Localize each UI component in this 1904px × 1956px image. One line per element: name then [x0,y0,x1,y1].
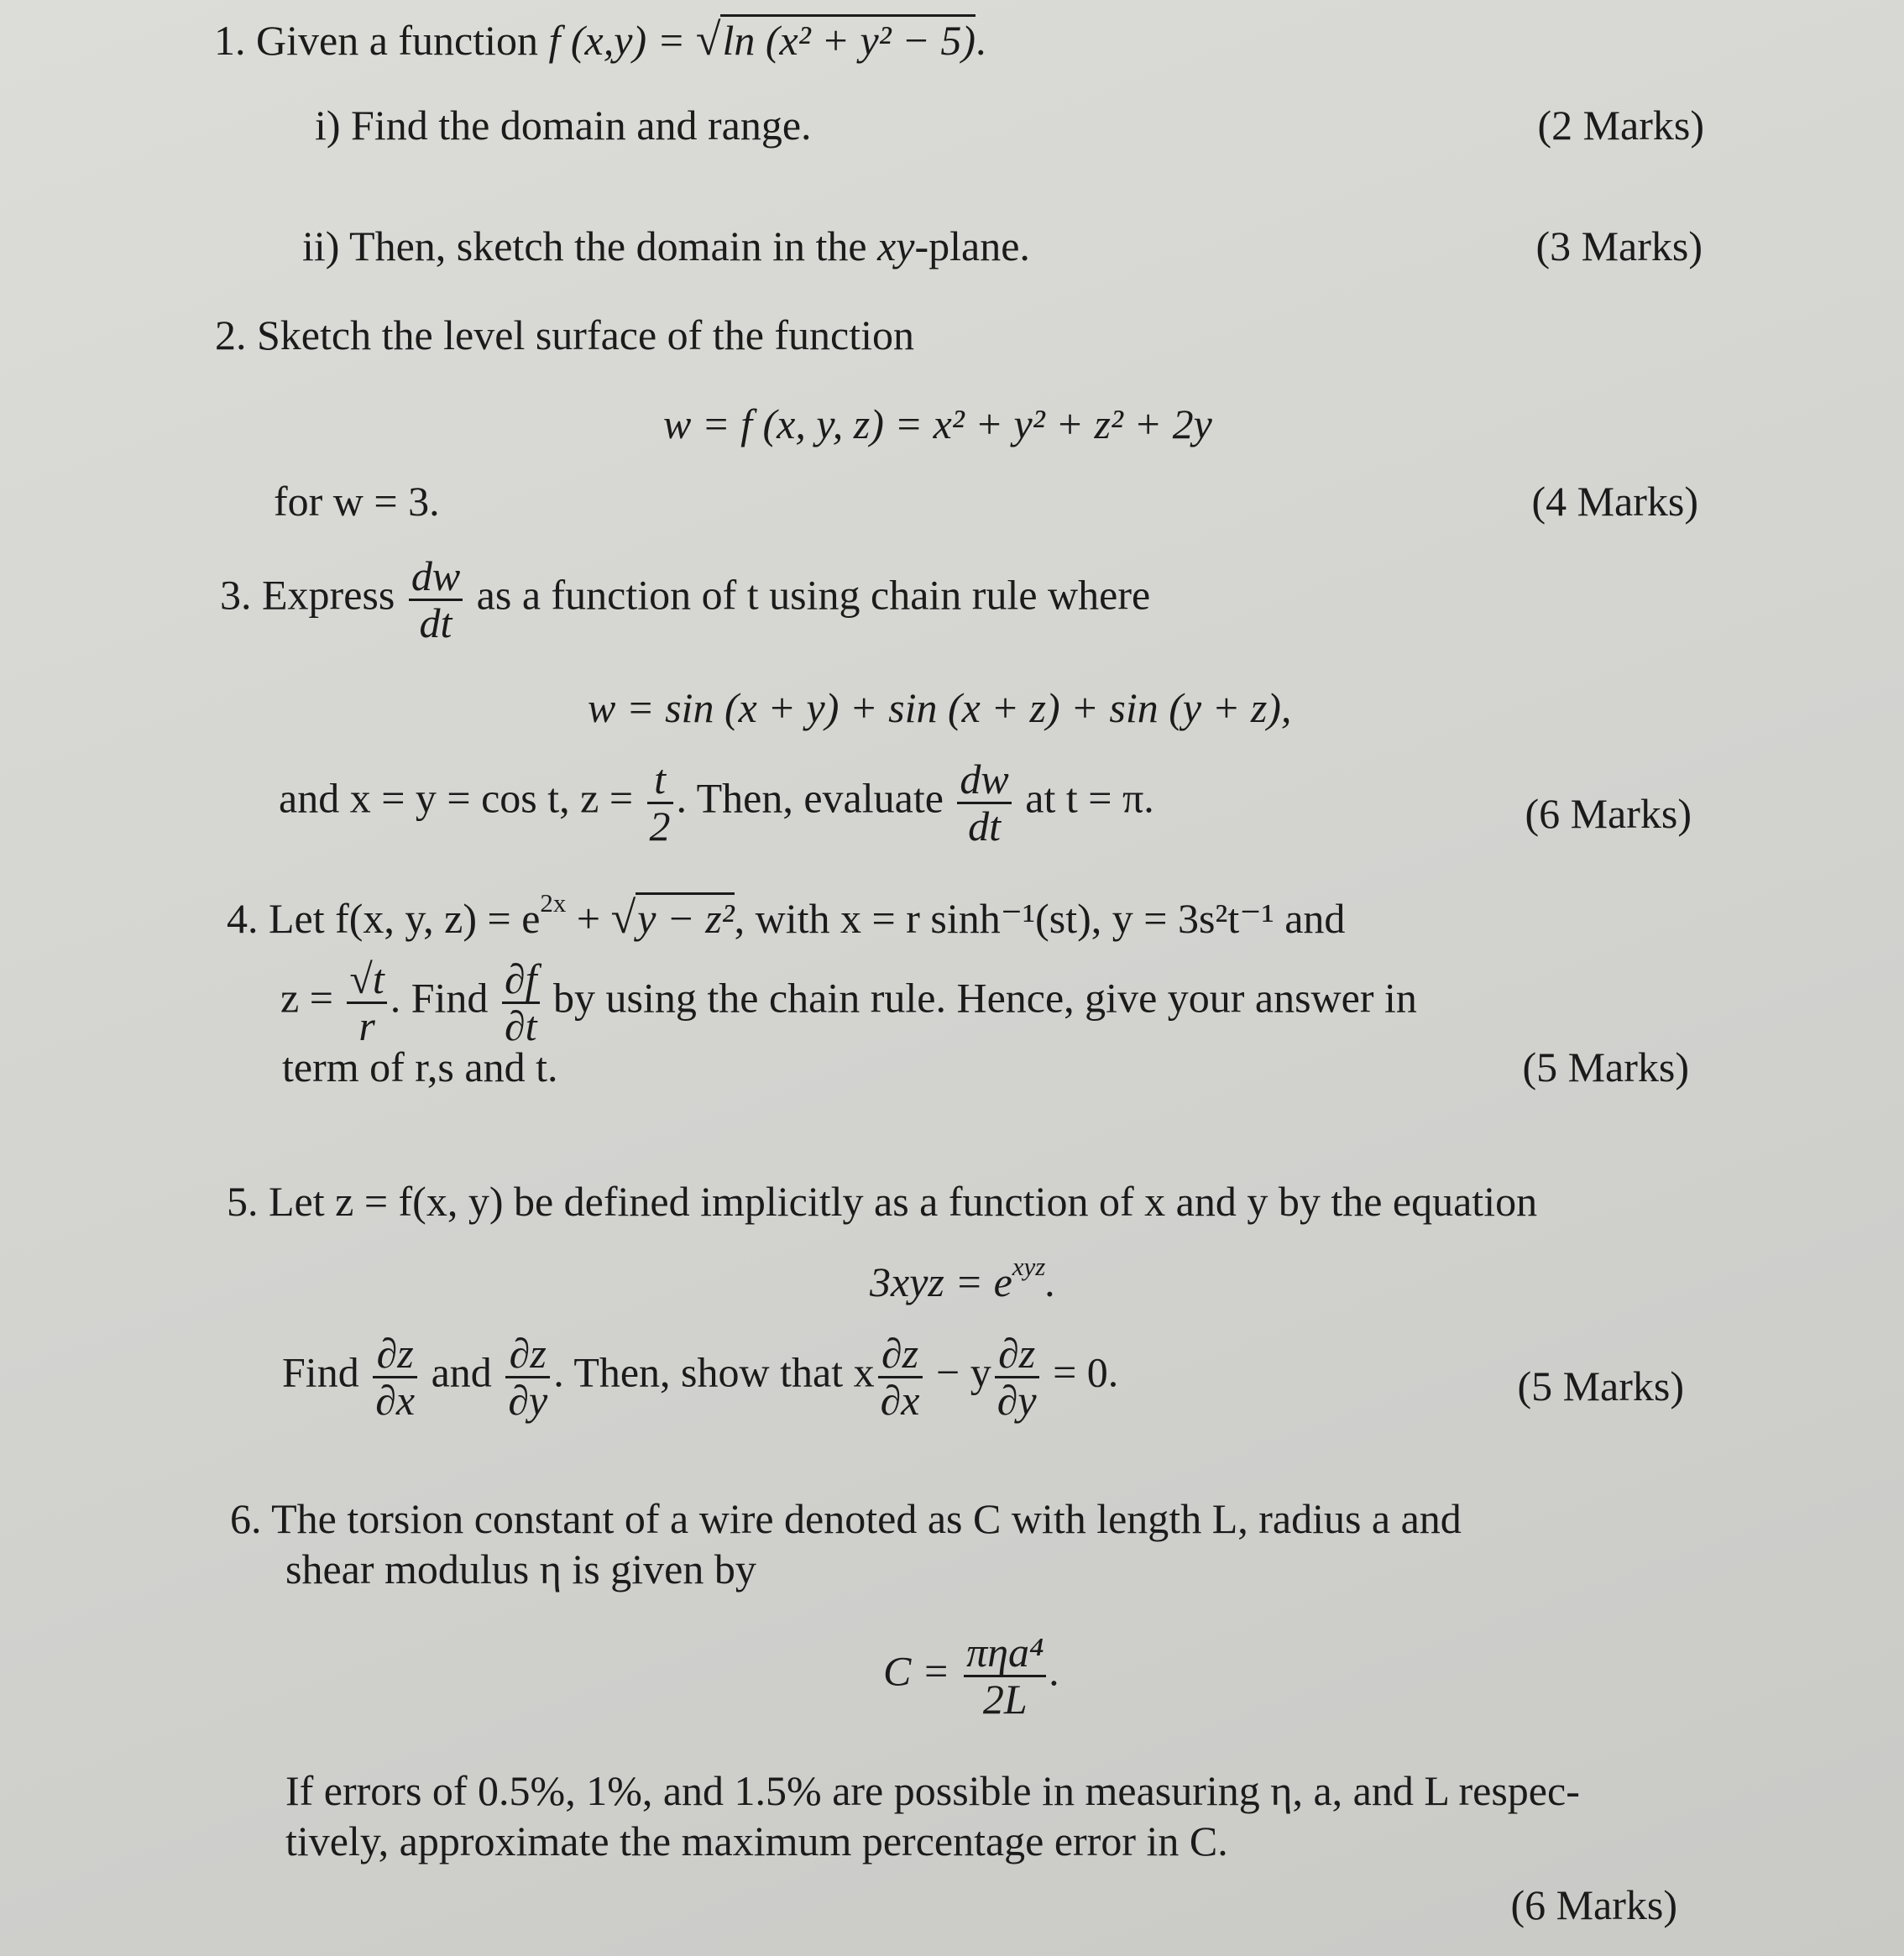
question-5-and: and [431,1348,492,1396]
frac-num: ∂z [995,1331,1039,1378]
question-5-number: 5. [227,1178,259,1225]
question-2-text: Sketch the level surface of the function [257,311,915,358]
question-6-line-1 [230,1493,1462,1545]
question-3-marks: (6 Marks) [1525,790,1692,837]
question-5-show: . Then, show that x [553,1348,875,1396]
frac-den: 2L [982,1675,1028,1723]
frac-num: ∂z [505,1331,550,1378]
part-i-text: Find the domain and range. [351,102,812,149]
question-4-line-2 [280,957,1417,1048]
question-6-marks: (6 Marks) [1510,1881,1677,1928]
frac-den: ∂t [504,1002,537,1049]
question-5-equation [870,1252,1056,1309]
question-5-eq-end: . [1045,1258,1056,1305]
sqrt-symbol: √ [610,892,636,943]
question-1-number: 1. [214,17,246,64]
part-ii-variable: xy [877,222,915,269]
question-5-text: Let z = f(x, y) be defined implicitly as a function of x and y by the equation [269,1178,1538,1225]
question-3-derivative [409,554,463,645]
question-1-radicand: ln (x² + y² − 5) [720,14,976,64]
question-2-marks: (4 Marks) [1531,478,1698,525]
question-5-find: Find [282,1348,359,1396]
frac-num: ∂z [878,1331,923,1378]
question-4-line-3: term of r,s and t. [282,1043,558,1090]
question-5-partial-y-2 [995,1331,1039,1422]
question-3-number: 3. [220,571,252,619]
question-5-partial-x-2 [878,1331,923,1422]
question-4-z-fraction [347,957,386,1048]
frac-num: dw [957,757,1011,804]
question-6-fraction [964,1630,1046,1721]
question-4-line1-c: , with x = r sinh⁻¹(st), y = 3s²t⁻¹ and [734,895,1346,942]
frac-den: ∂x [375,1376,416,1424]
question-5-marks: (5 Marks) [1517,1362,1684,1409]
question-5-title [227,1175,1537,1228]
question-3-lead: Express [262,571,395,619]
question-4-line1-a: Let f(x, y, z) = e [269,895,541,942]
frac-den: ∂x [880,1376,920,1424]
question-1-part-i [315,99,812,152]
part-i-label: i) [315,102,341,149]
question-5-task [282,1331,1118,1422]
question-4-marks: (5 Marks) [1522,1043,1689,1090]
question-1-part-i-marks: (2 Marks) [1537,102,1704,149]
question-3-t-over-2 [647,757,673,848]
question-4-plus: + [576,895,601,942]
question-2-title [215,309,914,362]
question-5-eq-a: 3xyz = e [870,1258,1012,1305]
question-5-minus: − y [936,1348,991,1396]
frac-den: r [358,1002,375,1049]
question-5-eq-exponent: xyz [1012,1252,1046,1282]
question-5-partial-y [505,1331,550,1422]
question-6-errors-line-2: tively, approximate the maximum percentage error in C. [285,1817,1228,1864]
question-4-line-1 [227,890,1345,947]
question-2-condition: for w = 3. [274,478,440,525]
question-3-title [220,554,1150,645]
frac-num: √t [347,957,386,1004]
sqrt-symbol: √ [695,14,721,65]
question-6-number: 6. [230,1495,262,1542]
frac-num: ∂z [373,1331,417,1378]
question-4-line2-a: . Find [390,974,489,1022]
question-2-formula: w = f (x, y, z) = x² + y² + z² + 2y [663,400,1212,447]
question-3-cond-c: at t = π. [1025,774,1154,822]
question-3-formula: w = sin (x + y) + sin (x + z) + sin (y + z), [588,684,1292,731]
frac-num: ∂f [502,957,540,1004]
question-5-equals-zero: = 0. [1053,1348,1119,1396]
question-6-formula-lhs: C = [883,1647,950,1695]
question-1-period: . [976,17,986,64]
question-4-partial [502,957,540,1048]
question-4-z-label: z = [280,974,333,1022]
question-1-part-ii-marks: (3 Marks) [1535,222,1703,269]
question-3-cond-a: and x = y = cos t, z = [279,774,634,822]
frac-den: dt [968,802,1002,850]
question-6-errors-line-1: If errors of 0.5%, 1%, and 1.5% are possible in measuring η, a, and L respec- [285,1767,1580,1814]
question-6-formula-end: . [1049,1647,1060,1695]
frac-num: πηa⁴ [964,1630,1046,1677]
question-2-number: 2. [215,311,247,358]
part-ii-label: ii) [302,222,340,269]
question-1-title [214,12,986,69]
frac-den: dt [419,599,452,646]
question-6-line-2: shear modulus η is given by [285,1545,756,1593]
part-ii-text-a: Then, sketch the domain in the [349,222,867,269]
question-4-radicand: y − z² [636,892,734,942]
question-3-condition [279,757,1154,848]
question-5-partial-x [373,1331,417,1422]
question-4-number: 4. [227,895,259,942]
question-3-cond-b: . Then, evaluate [676,774,944,822]
frac-den: 2 [649,802,671,850]
question-3-text: as a function of t using chain rule where [476,571,1151,619]
frac-den: ∂y [508,1376,548,1424]
frac-num: t [647,757,673,804]
question-3-eval-derivative [957,757,1011,848]
frac-den: ∂y [996,1376,1037,1424]
question-1-part-ii [302,220,1030,273]
question-1-formula-lhs: f (x,y) = [548,17,686,64]
question-1-lead: Given a function [256,17,539,64]
question-4-exponent: 2x [540,888,567,918]
frac-num: dw [409,554,463,601]
question-6-line1: The torsion constant of a wire denoted as C with length L, radius a and [271,1495,1462,1542]
part-ii-text-b: -plane. [914,222,1030,269]
question-4-line2-b: by using the chain rule. Hence, give your answer in [553,974,1417,1022]
question-6-formula [883,1630,1060,1721]
